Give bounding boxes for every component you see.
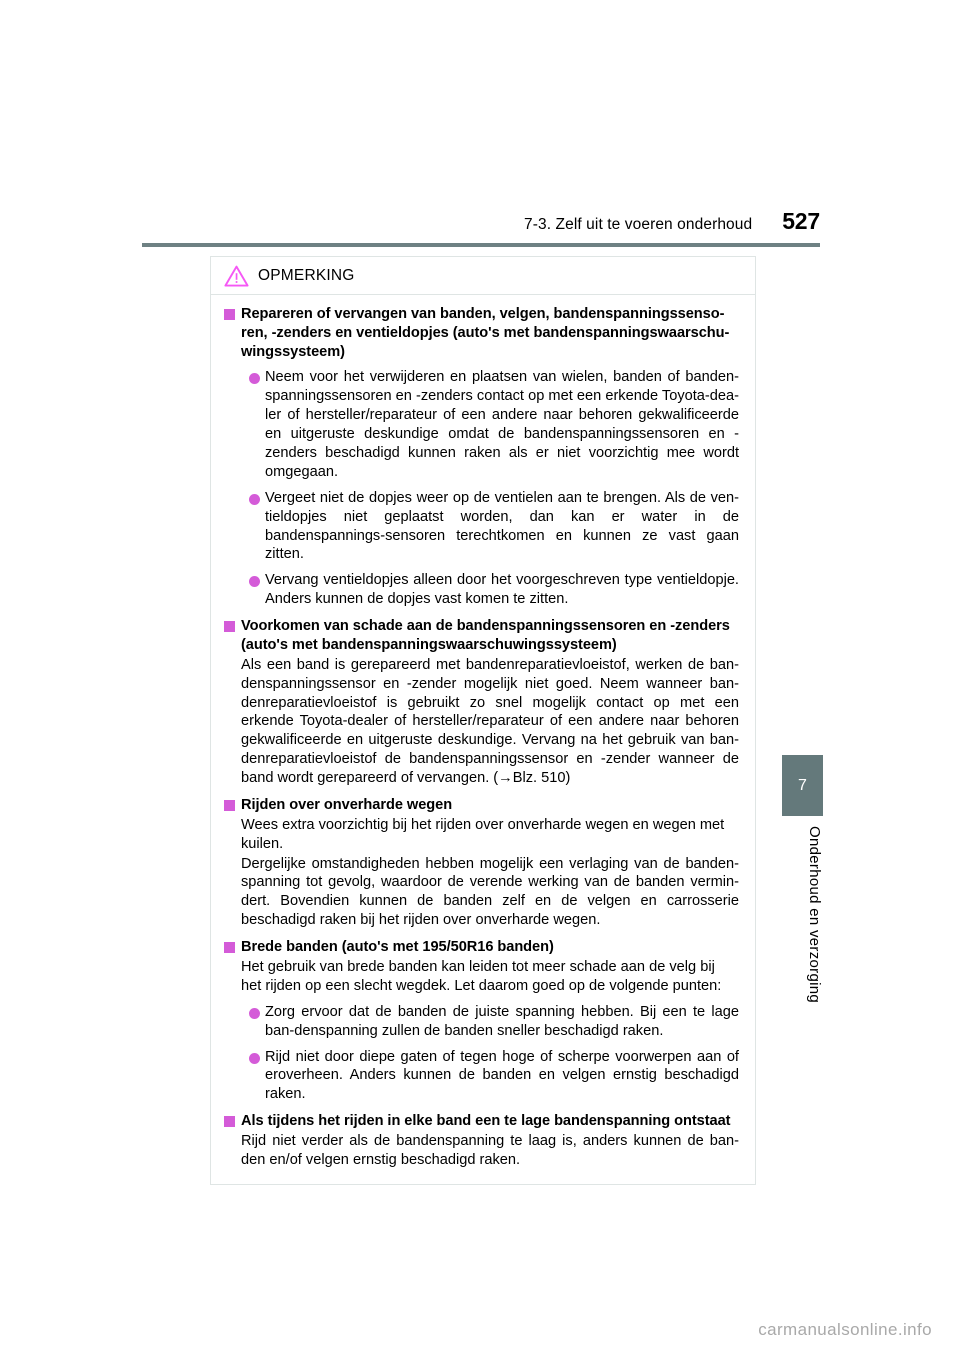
notice-bullet: Neem voor het verwijderen en plaatsen van wielen, banden of banden-spanningssensoren en -zenders contact op met een erkende Toyota-dea-ler of hersteller/reparateur of een andere naar behoren gekwalificeerde en uitgeruste deskundige omdat de bandenspanningssensoren en -zenders beschadigd kunnen raken als er niet voorzichtig mee wordt omgegaan. <box>249 368 741 481</box>
notice-paragraph: Dergelijke omstandigheden hebben mogelijk een verlaging van de banden-spanning tot gevolg, waardoor de verende werking van de banden vermin-dert. Bovendien kunnen de banden zelf en de velgen en carrosserie beschadigd raken bij het rijden over onverharde wegen. <box>241 855 739 929</box>
notice-paragraph: Rijd niet verder als de bandenspanning te laag is, anders kunnen de ban-den en/of velgen ernstig beschadigd raken. <box>241 1133 739 1168</box>
footer-watermark: carmanualsonline.info <box>758 1320 932 1339</box>
notice-heading: Rijden over onverharde wegen <box>224 796 741 815</box>
header-row <box>142 208 820 238</box>
chapter-number: 7 <box>798 777 807 794</box>
notice-bullet: Vervang ventieldopjes alleen door het voorgeschreven type ventieldopje. Anders kunnen de dopjes vast komen te zitten. <box>249 571 741 609</box>
page-number: 527 <box>782 208 820 234</box>
notice-paragraph: Het gebruik van brede banden kan leiden tot meer schade aan de velg bij het rijden op een slecht wegdek. Let daarom goed op de volgende punten: <box>241 958 722 994</box>
header-divider-rule <box>142 243 820 247</box>
notice-paragraph: Als een band is gerepareerd met bandenreparatievloeistof, werken de ban-denspanningssensor en -zender mogelijk niet goed. Neem wanneer ban-denreparatievloeistof is gebruikt zo snel mogelijk contact op met een erkende Toyota-dealer of hersteller/reparateur of een andere naar behoren gekwalificeerde en uitgeruste deskundige. Vervang na het gebruik van ban-denreparatievloeistof de bandenspanningssensor en -zender wanneer de band wordt gerepareerd of vervangen. (→Blz. 510) <box>241 656 739 787</box>
notice-title: OPMERKING <box>258 266 355 284</box>
page-header <box>142 208 820 248</box>
notice-header <box>211 257 755 295</box>
notice-box <box>210 256 756 1185</box>
notice-paragraph: Wees extra voorzichtig bij het rijden over onverharde wegen en wegen met kuilen. <box>241 816 725 852</box>
notice-heading: Repareren of vervangen van banden, velgen, bandenspanningssenso-ren, -zenders en ventieldopjes (auto's met bandenspanningswaarschu-wingssysteem) <box>224 305 741 361</box>
notice-bullet: Vergeet niet de dopjes weer op de ventielen aan te brengen. Als de ven-tieldopjes niet geplaatst worden, dan kan er water in de bandenspannings-sensoren terechtkomen en kunnen ze vast gaan zitten. <box>249 489 741 565</box>
notice-bullet: Rijd niet door diepe gaten of tegen hoge of scherpe voorwerpen aan of eroverheen. Anders kunnen de banden en velgen ernstig beschadigd raken. <box>249 1048 741 1105</box>
header-section-title: 7-3. Zelf uit te voeren onderhoud <box>524 216 753 233</box>
warning-triangle-icon <box>224 265 249 287</box>
notice-heading: Brede banden (auto's met 195/50R16 banden) <box>224 938 741 957</box>
chapter-label: Onderhoud en verzorging <box>806 826 823 1004</box>
notice-body <box>211 295 755 1184</box>
chapter-tab-box <box>782 755 823 816</box>
notice-heading: Voorkomen van schade aan de bandenspanningssensoren en -zenders (auto's met bandenspanningswaarschuwingssysteem) <box>224 617 741 655</box>
notice-heading: Als tijdens het rijden in elke band een te lage bandenspanning ontstaat <box>224 1112 741 1131</box>
notice-bullet: Zorg ervoor dat de banden de juiste spanning hebben. Bij een te lage ban-denspanning zullen de banden sneller beschadigd raken. <box>249 1003 741 1041</box>
